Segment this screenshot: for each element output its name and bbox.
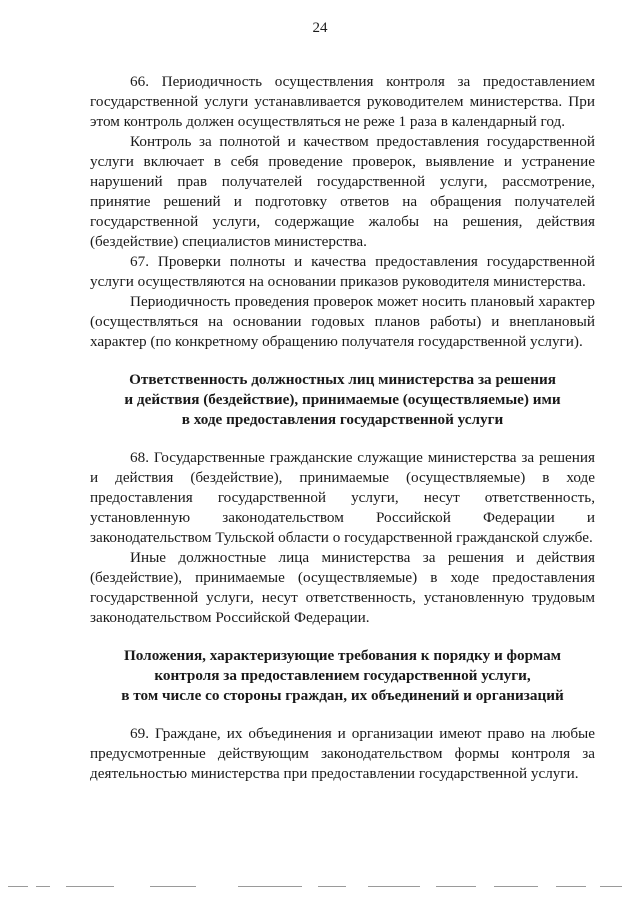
document-body xyxy=(90,72,595,784)
heading-line: Положения, характеризующие требования к порядку и формам xyxy=(123,647,562,664)
scan-mark xyxy=(66,886,114,887)
scan-mark xyxy=(8,886,28,887)
paragraph-67-periodicity: Периодичность проведения проверок может носить плановый характер (осуществляться на основании годовых планов работы) и внеплановый характер (по конкретному обращению получателя государственной услуги). xyxy=(90,293,595,350)
paragraph-67: 67. Проверки полноты и качества предоставления государственной услуги осуществляются на основании приказов руководителя министерства. xyxy=(90,253,595,290)
scan-mark xyxy=(238,886,302,887)
heading-line: Ответственность должностных лиц министерства за решения xyxy=(129,371,556,388)
scan-artifacts xyxy=(0,886,640,892)
scan-mark xyxy=(436,886,476,887)
scan-mark xyxy=(368,886,420,887)
heading-line: контроля за предоставлением государственной услуги, xyxy=(154,667,531,684)
scan-mark xyxy=(600,886,622,887)
paragraph-66: 66. Периодичность осуществления контроля за предоставлением государственной услуги устанавливается руководителем министерства. При этом контроль должен осуществляться не реже 1 раза в календарный год. xyxy=(90,73,595,130)
heading-line: и действия (бездействие), принимаемые (осуществляемые) ими xyxy=(124,391,561,408)
heading-line: в ходе предоставления государственной услуги xyxy=(181,411,504,428)
scan-mark xyxy=(494,886,538,887)
page-number: 24 xyxy=(312,20,328,36)
scan-mark xyxy=(36,886,50,887)
scan-mark xyxy=(556,886,586,887)
scan-mark xyxy=(318,886,346,887)
heading-control-forms xyxy=(90,646,595,706)
heading-responsibility xyxy=(90,370,595,430)
paragraph-69: 69. Граждане, их объединения и организации имеют право на любые предусмотренные действующим законодательством формы контроля за деятельностью министерства при предоставлении государственной услуги. xyxy=(90,725,595,782)
paragraph-66-control-scope: Контроль за полнотой и качеством предоставления государственной услуги включает в себя проведение проверок, выявление и устранение нарушений прав получателей государственной услуги, рассмотрение, принятие решений и подготовку ответов на обращения получателей государственной услуги, содержащие жалобы на решения, действия (бездействие) специалистов министерства. xyxy=(90,133,595,250)
heading-line: в том числе со стороны граждан, их объединений и организаций xyxy=(121,687,564,704)
paragraph-68: 68. Государственные гражданские служащие министерства за решения и действия (бездействие), принимаемые (осуществляемые) в ходе предоставления государственной услуги, несут ответственность, установленную законодательством Российской Федерации и законодательством Тульской области о государственной гражданской службе. xyxy=(90,449,595,546)
paragraph-68-other-officials: Иные должностные лица министерства за решения и действия (бездействие), принимаемые (осуществляемые) в ходе предоставления государственной услуги, несут ответственность, установленную трудовым законодательством Российской Федерации. xyxy=(90,549,595,626)
scan-mark xyxy=(150,886,196,887)
